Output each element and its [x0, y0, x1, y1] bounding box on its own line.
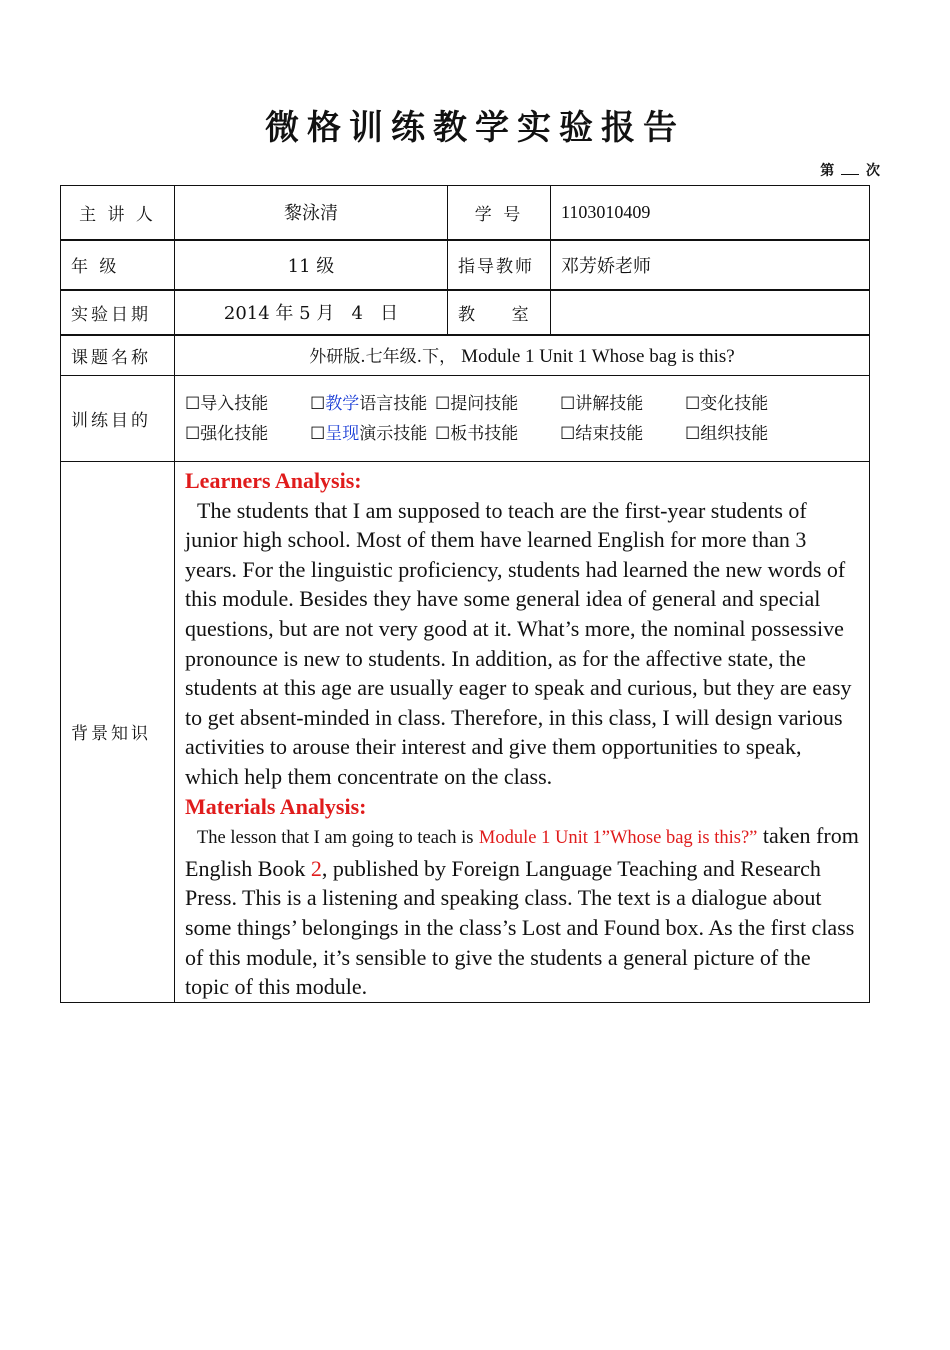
- checkbox-icon[interactable]: ☐: [185, 423, 201, 444]
- skill-option[interactable]: [310, 419, 435, 449]
- skill-option[interactable]: [435, 419, 560, 449]
- skill-label: 演示技能: [359, 423, 428, 444]
- skill-option[interactable]: [310, 389, 435, 419]
- skill-label: 导入技能: [200, 393, 269, 414]
- advisor-value: 邓芳娇老师: [551, 240, 870, 290]
- materials-heading: Materials Analysis:: [185, 793, 367, 819]
- skill-option[interactable]: [185, 419, 310, 449]
- skill-option[interactable]: [685, 419, 810, 449]
- materials-taken: taken from English Book: [185, 823, 859, 881]
- materials-rest: , published by Foreign Language Teaching and Research Press. This is a listening and speaking class. The text is a dialogue about some things’ belongings in the class’s Lost and Found box. As the first class of this module, it’s sensible to give the students a general picture of the topic of this module.: [185, 855, 855, 1000]
- checkbox-icon[interactable]: ☐: [310, 393, 326, 414]
- row-background: [61, 462, 870, 1003]
- learners-text: [185, 496, 859, 792]
- row-grade: [61, 240, 870, 290]
- skill-label: 组织技能: [700, 423, 769, 444]
- grade-value: 11 级: [175, 240, 448, 290]
- skill-option[interactable]: [435, 389, 560, 419]
- purpose-skills: [175, 376, 870, 462]
- checkbox-icon[interactable]: ☐: [685, 423, 701, 444]
- checkbox-icon[interactable]: ☐: [685, 393, 701, 414]
- row-date: [61, 290, 870, 335]
- student-id-value: 1103010409: [551, 186, 870, 240]
- learners-heading: Learners Analysis:: [185, 468, 362, 493]
- grade-label: 年 级: [61, 240, 175, 290]
- student-id-label: 学 号: [448, 186, 551, 240]
- row-purpose: [61, 376, 870, 462]
- session-blank: [841, 174, 859, 175]
- skill-label: 讲解技能: [575, 393, 644, 414]
- materials-lesson: Module 1 Unit 1”Whose bag is this?”: [478, 828, 758, 849]
- checkbox-icon[interactable]: ☐: [560, 423, 576, 444]
- materials-text: [185, 821, 859, 1002]
- checkbox-icon[interactable]: ☐: [185, 393, 201, 414]
- background-label: 背景知识: [61, 462, 175, 1003]
- skill-label: 变化技能: [700, 393, 769, 414]
- topic-label: 课题名称: [61, 335, 175, 376]
- learners-paragraph: The students that I am supposed to teach are the first-year students of junior high school. Most of them have learned English for more than 3 years. For the linguistic proficiency, students had learned the new words of this module. Besides they have some general idea of general and special questions, but are not very good at it. What’s more, the nominal possessive pronounce is new to students. In addition, as for the affective state, the students at this age are usually eager to speak and curious, but they are easy to get absent-minded in class. Therefore, in this class, I will design various activities to arouse their interest and give them opportunities to speak, which help them concentrate on the class.: [185, 497, 852, 789]
- report-table: [60, 185, 870, 1003]
- checkbox-icon[interactable]: ☐: [435, 393, 451, 414]
- skill-label: 强化技能: [200, 423, 269, 444]
- materials-intro: The lesson that I am going to teach is: [197, 828, 474, 849]
- skill-label: 结束技能: [575, 423, 644, 444]
- skill-option[interactable]: [560, 389, 685, 419]
- classroom-label: 教 室: [448, 290, 551, 335]
- session-suffix: 次: [866, 163, 880, 179]
- topic-cn: 外研版.七年级.下，: [309, 347, 457, 368]
- checkbox-icon[interactable]: ☐: [435, 423, 451, 444]
- topic-value: [175, 335, 870, 376]
- date-value: 2014 年 5 月 4 日: [175, 290, 448, 335]
- lecturer-label: 主 讲 人: [61, 186, 175, 240]
- session-prefix: 第: [820, 163, 835, 179]
- skills-row-1: [185, 389, 859, 419]
- topic-en: Module 1 Unit 1 Whose bag is this?: [461, 346, 735, 368]
- skill-highlight: 教学: [325, 393, 360, 414]
- checkbox-icon[interactable]: ☐: [560, 393, 576, 414]
- advisor-label: 指导教师: [448, 240, 551, 290]
- checkbox-icon[interactable]: ☐: [310, 423, 326, 444]
- skill-label: 提问技能: [450, 393, 519, 414]
- skill-option[interactable]: [185, 389, 310, 419]
- skills-row-2: [185, 419, 859, 449]
- skill-label: 板书技能: [450, 423, 519, 444]
- materials-book-number: 2: [310, 855, 322, 881]
- row-lecturer: [61, 186, 870, 240]
- skill-option[interactable]: [685, 389, 810, 419]
- row-topic: [61, 335, 870, 376]
- session-number: [820, 160, 880, 180]
- skill-label: 语言技能: [359, 393, 428, 414]
- date-label: 实验日期: [61, 290, 175, 335]
- background-content: [175, 462, 870, 1003]
- skill-highlight: 呈现: [325, 423, 360, 444]
- classroom-value: [551, 290, 870, 335]
- skill-option[interactable]: [560, 419, 685, 449]
- page-title: 微格训练教学实验报告: [265, 108, 685, 148]
- purpose-label: 训练目的: [61, 376, 175, 462]
- lecturer-value: 黎泳清: [175, 186, 448, 240]
